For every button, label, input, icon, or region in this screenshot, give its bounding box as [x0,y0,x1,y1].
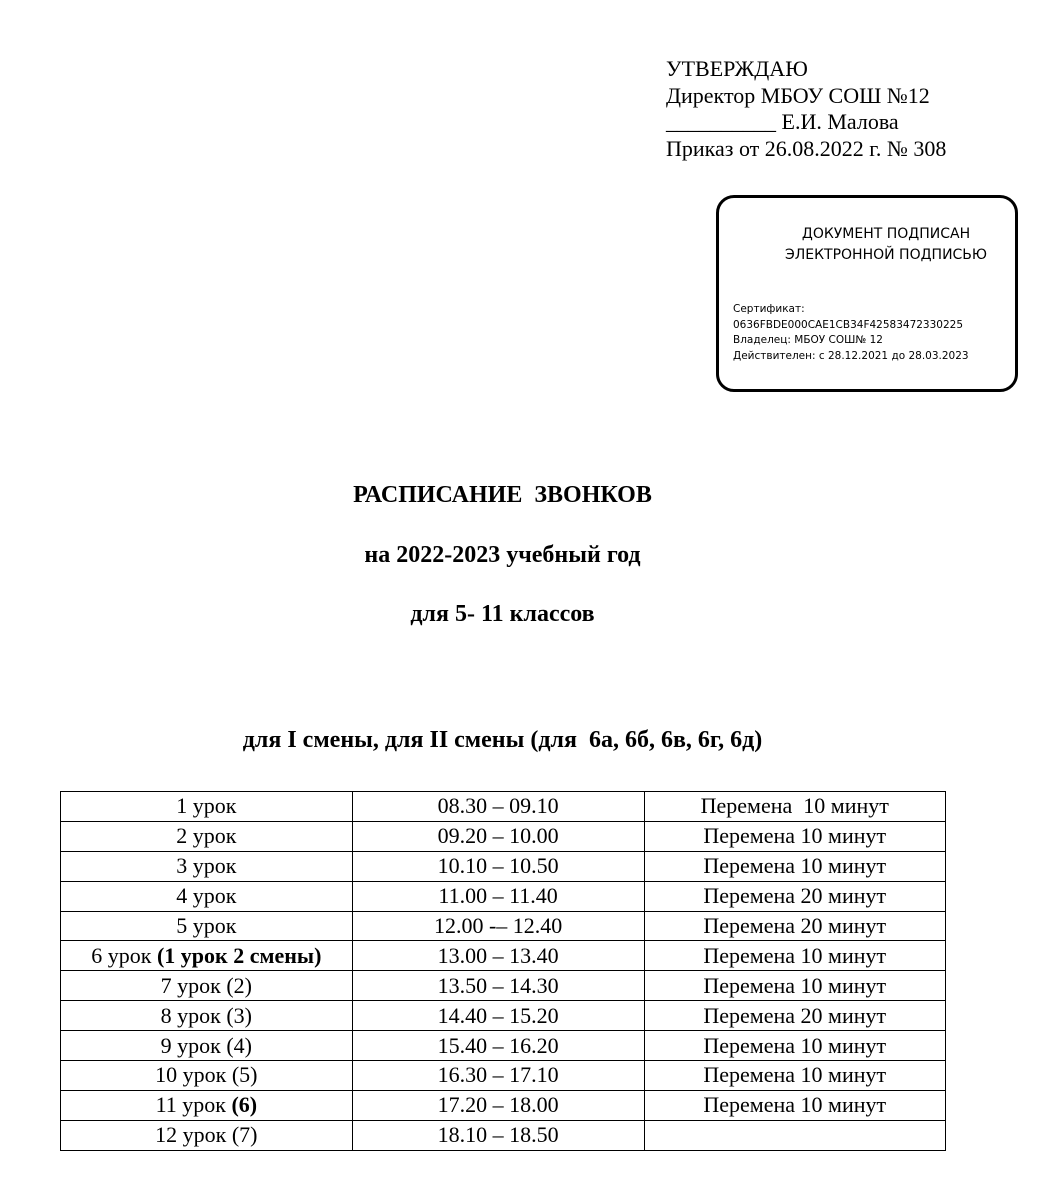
time-cell: 18.10 – 18.50 [352,1120,644,1150]
break-cell [644,1120,945,1150]
lesson-label: 4 урок [176,883,237,909]
stamp-cert-label: Сертификат: [733,303,805,315]
school-year-heading: на 2022-2023 учебный год [364,542,641,568]
time-cell: 11.00 – 11.40 [352,881,644,911]
lesson-label: 8 урок (3) [160,1002,253,1028]
shifts-heading: для I смены, для II смены (для 6а, 6б, 6в, 6г, 6д) [242,727,763,753]
table-row [61,911,946,941]
time-cell: 09.20 – 10.00 [352,821,644,851]
approval-block [666,56,946,162]
break-cell: Перемена 10 минут [644,941,945,971]
time-cell: 15.40 – 16.20 [352,1031,644,1061]
lesson-cell [61,1061,353,1091]
lesson-cell [61,821,353,851]
time-cell: 13.00 – 13.40 [352,941,644,971]
lesson-cell [61,1001,353,1031]
approval-position: Директор МБОУ СОШ №12 [666,82,930,108]
break-cell: Перемена 20 минут [644,1001,945,1031]
lesson-label: 3 урок [176,853,237,879]
lesson-label: 5 урок [176,913,237,938]
stamp-valid: Действителен: с 28.12.2021 до 28.03.2023 [733,349,969,362]
page-title: РАСПИСАНИЕ ЗВОНКОВ [353,482,652,508]
lesson-cell [61,911,353,941]
table-row [61,941,946,971]
lesson-cell [61,881,353,911]
lesson-label: 6 урок [91,942,157,968]
time-cell: 14.40 – 15.20 [352,1001,644,1031]
time-cell: 12.00 -– 12.40 [352,911,644,941]
lesson-label: 11 урок [155,1092,232,1118]
electronic-signature-stamp [716,195,1018,392]
lesson-label: 9 урок (4) [160,1032,253,1058]
break-cell: Перемена 10 минут [644,851,945,881]
lesson-cell [61,1120,353,1150]
break-cell: Перемена 10 минут [644,1090,945,1120]
lesson-label: 1 урок [176,793,237,819]
stamp-details [733,302,969,364]
break-cell: Перемена 10 минут [644,1031,945,1061]
approval-order: Приказ от 26.08.2022 г. № 308 [666,135,947,161]
stamp-owner: Владелец: МБОУ СОШ№ 12 [733,334,883,346]
stamp-cert-value: 0636FBDE000CAE1CB34F42583472330225 [733,318,964,331]
stamp-title-line2: ЭЛЕКТРОННОЙ ПОДПИСЬЮ [784,247,988,263]
table-row [61,1061,946,1091]
table-row [61,1090,946,1120]
table-row [61,821,946,851]
time-cell: 13.50 – 14.30 [352,971,644,1001]
break-cell: Перемена 10 минут [644,792,945,822]
break-cell: Перемена 10 минут [644,821,945,851]
table-row [61,851,946,881]
approval-title: УТВЕРЖДАЮ [666,56,808,81]
table-row [61,1001,946,1031]
approval-signature-line: __________ Е.И. Малова [666,109,899,134]
lesson-label: 7 урок (2) [160,972,253,998]
lesson-label: 12 урок (7) [155,1122,258,1148]
break-cell: Перемена 10 минут [644,971,945,1001]
time-cell: 17.20 – 18.00 [352,1090,644,1120]
lesson-cell [61,971,353,1001]
lesson-label: 10 урок (5) [155,1062,258,1088]
table-row [61,1120,946,1150]
bell-schedule-table [60,791,946,1151]
time-cell: 16.30 – 17.10 [352,1061,644,1091]
lesson-cell [61,941,353,971]
table-row [61,792,946,822]
classes-heading: для 5- 11 классов [410,601,595,627]
time-cell: 10.10 – 10.50 [352,851,644,881]
lesson-label-bold: (1 урок 2 смены) [156,942,322,968]
break-cell: Перемена 20 минут [644,911,945,941]
lesson-cell [61,792,353,822]
lesson-cell [61,851,353,881]
table-row [61,1031,946,1061]
table-row [61,971,946,1001]
break-cell: Перемена 10 минут [644,1061,945,1091]
time-cell: 08.30 – 09.10 [352,792,644,822]
stamp-title-line1: ДОКУМЕНТ ПОДПИСАН [801,226,971,242]
lesson-label: 2 урок [176,823,237,849]
lesson-cell [61,1090,353,1120]
lesson-label-bold: (6) [231,1092,258,1118]
table-row [61,881,946,911]
stamp-title [719,224,1015,266]
lesson-cell [61,1031,353,1061]
break-cell: Перемена 20 минут [644,881,945,911]
